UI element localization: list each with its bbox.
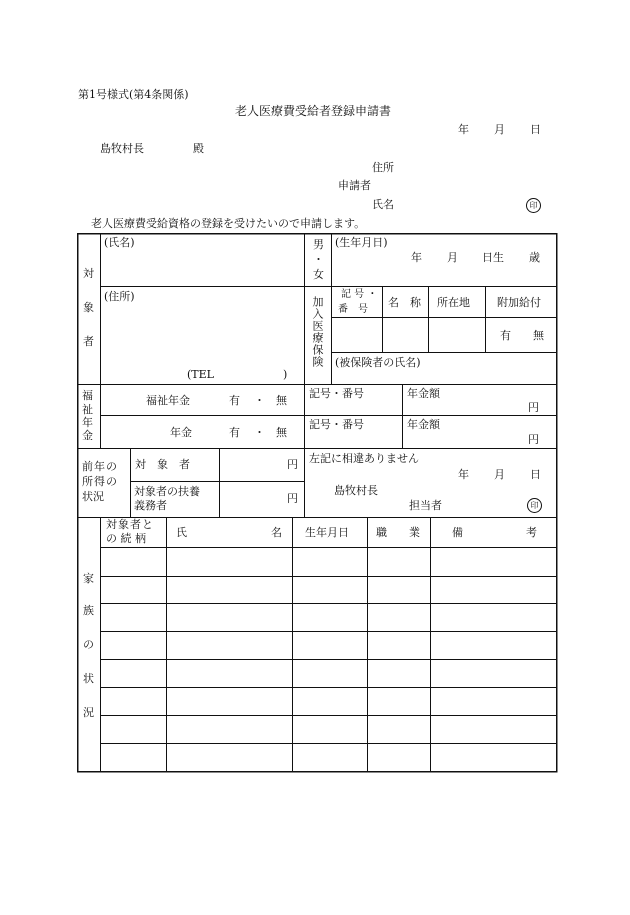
family-name-cell[interactable]: [167, 548, 292, 576]
family-name-header-1: 氏: [176, 526, 187, 539]
birthdate-field[interactable]: (生年月日): [335, 236, 388, 249]
insurance-label: 加入医療保険: [311, 296, 324, 368]
income-side-label-2: 所得の: [82, 475, 118, 488]
family-name-cell[interactable]: [167, 604, 292, 631]
family-side-label-3: の: [83, 638, 94, 651]
family-remarks-cell[interactable]: [431, 688, 556, 715]
family-name-cell[interactable]: [167, 632, 292, 659]
income-dependent-label-2: 義務者: [134, 499, 167, 512]
welfare-pension-dot: ・: [254, 394, 265, 407]
birthdate-month-unit: 月: [447, 251, 458, 264]
family-birthdate-cell[interactable]: [293, 660, 367, 687]
income-side-label-3: 状況: [82, 490, 104, 503]
form-number: 第1号様式(第4条関係): [78, 88, 189, 101]
tel-label[interactable]: (TEL: [187, 368, 214, 381]
income-subject-label: 対 象 者: [135, 458, 190, 471]
birthdate-year-unit: 年: [411, 251, 422, 264]
family-side-label-5: 況: [83, 706, 94, 719]
certify-date-day[interactable]: 日: [530, 468, 541, 481]
subject-side-label-1: 対: [83, 267, 94, 280]
pension-yes[interactable]: 有: [229, 426, 240, 439]
family-relation-cell[interactable]: [101, 577, 166, 603]
family-birthdate-header: 生年月日: [305, 526, 349, 539]
welfare-amount-yen: 円: [528, 401, 539, 414]
family-birthdate-cell[interactable]: [293, 744, 367, 771]
family-occupation-cell[interactable]: [368, 660, 430, 687]
income-dependent-yen[interactable]: 円: [287, 492, 298, 505]
family-side-label-4: 状: [83, 672, 94, 685]
sex-option-male[interactable]: 男: [313, 238, 324, 251]
applicant-name-label[interactable]: 氏名: [372, 198, 394, 211]
family-relation-cell[interactable]: [101, 744, 166, 771]
sex-option-female[interactable]: 女: [313, 268, 324, 281]
officer-label[interactable]: 担当者: [409, 499, 442, 512]
birthdate-day-unit: 日生: [482, 251, 504, 264]
tel-close: ): [283, 368, 288, 381]
applicant-seal-icon: 印: [526, 198, 541, 213]
insurance-name-header: 名 称: [388, 296, 421, 309]
family-remarks-cell[interactable]: [431, 660, 556, 687]
income-subject-yen[interactable]: 円: [287, 458, 298, 471]
pension-code-number-label[interactable]: 記号・番号: [309, 418, 364, 431]
family-remarks-cell[interactable]: [431, 716, 556, 743]
pension-side-label-3: 年: [82, 416, 93, 429]
addressee-honorific: 殿: [193, 142, 204, 155]
family-name-cell[interactable]: [167, 716, 292, 743]
family-side-label-1: 家: [83, 572, 94, 585]
welfare-pension-label: 福祉年金: [146, 394, 190, 407]
family-name-cell[interactable]: [167, 688, 292, 715]
certify-date-year[interactable]: 年: [458, 468, 469, 481]
family-occupation-cell[interactable]: [368, 577, 430, 603]
family-occupation-cell[interactable]: [368, 744, 430, 771]
welfare-pension-yes[interactable]: 有: [229, 394, 240, 407]
family-relation-cell[interactable]: [101, 660, 166, 687]
family-remarks-cell[interactable]: [431, 604, 556, 631]
family-side-label-2: 族: [83, 604, 94, 617]
family-occupation-cell[interactable]: [368, 604, 430, 631]
benefit-no-option[interactable]: 無: [533, 329, 544, 342]
addressee: 島牧村長: [100, 142, 144, 155]
certify-date-month[interactable]: 月: [494, 468, 505, 481]
pension-side-label-2: 祉: [82, 403, 93, 416]
family-remarks-header-1: 備: [452, 526, 463, 539]
family-relation-header-2: の 続 柄: [106, 532, 146, 545]
request-text: 老人医療費受給資格の登録を受けたいので申請します。: [91, 217, 366, 230]
family-name-cell[interactable]: [167, 577, 292, 603]
welfare-code-number-label[interactable]: 記号・番号: [309, 387, 364, 400]
income-side-label-1: 前年の: [82, 460, 118, 473]
pension-label: 年金: [170, 426, 192, 439]
family-remarks-cell[interactable]: [431, 577, 556, 603]
family-remarks-header-2: 考: [526, 526, 537, 539]
subject-address-field[interactable]: (住所): [104, 290, 135, 303]
welfare-pension-no[interactable]: 無: [276, 394, 287, 407]
family-name-header-2: 名: [271, 526, 282, 539]
insured-name-field[interactable]: (被保険者の氏名): [335, 356, 421, 369]
family-remarks-cell[interactable]: [431, 548, 556, 576]
applicant-label: 申請者: [338, 179, 371, 192]
family-relation-cell[interactable]: [101, 604, 166, 631]
header-date-day[interactable]: 日: [530, 123, 541, 136]
officer-seal-icon: 印: [527, 498, 542, 513]
family-birthdate-cell[interactable]: [293, 632, 367, 659]
insurance-location-header: 所在地: [437, 296, 470, 309]
family-relation-cell[interactable]: [101, 688, 166, 715]
insurance-code-header-2: 番 号: [338, 304, 368, 315]
pension-amount-yen: 円: [528, 433, 539, 446]
pension-side-label-1: 福: [82, 389, 93, 402]
certify-text: 左記に相違ありません: [309, 452, 419, 465]
applicant-address-label[interactable]: 住所: [372, 161, 394, 174]
family-birthdate-cell[interactable]: [293, 548, 367, 576]
form-title: 老人医療費受給者登録申請書: [235, 104, 392, 118]
family-occupation-cell[interactable]: [368, 716, 430, 743]
family-name-cell[interactable]: [167, 660, 292, 687]
header-date-month[interactable]: 月: [494, 123, 505, 136]
family-birthdate-cell[interactable]: [293, 688, 367, 715]
pension-no[interactable]: 無: [276, 426, 287, 439]
benefit-yes-option[interactable]: 有: [500, 329, 511, 342]
age-unit: 歳: [529, 251, 540, 264]
sex-option-dot: ・: [313, 253, 324, 266]
header-date-year[interactable]: 年: [458, 123, 469, 136]
family-occupation-cell[interactable]: [368, 632, 430, 659]
family-occupation-cell[interactable]: [368, 688, 430, 715]
pension-dot: ・: [254, 426, 265, 439]
pension-side-label-4: 金: [82, 429, 93, 442]
family-relation-cell[interactable]: [101, 716, 166, 743]
family-relation-header-1: 対象者と: [106, 518, 154, 531]
family-occupation-cell[interactable]: [368, 548, 430, 576]
family-birthdate-cell[interactable]: [293, 577, 367, 603]
pension-amount-label[interactable]: 年金額: [407, 418, 440, 431]
family-occupation-header: 職 業: [376, 526, 420, 539]
family-relation-cell[interactable]: [101, 632, 166, 659]
additional-benefit-header: 附加給付: [497, 296, 541, 309]
subject-side-label-3: 者: [83, 335, 94, 348]
income-dependent-label-1: 対象者の扶養: [134, 485, 200, 498]
family-name-cell[interactable]: [167, 744, 292, 771]
family-remarks-cell[interactable]: [431, 632, 556, 659]
subject-side-label-2: 象: [83, 301, 94, 314]
family-relation-cell[interactable]: [101, 548, 166, 576]
insurance-code-header-1: 記 号 ・: [341, 289, 378, 300]
subject-name-field[interactable]: (氏名): [104, 236, 135, 249]
certify-mayor: 島牧村長: [334, 484, 378, 497]
family-remarks-cell[interactable]: [431, 744, 556, 771]
family-birthdate-cell[interactable]: [293, 716, 367, 743]
family-birthdate-cell[interactable]: [293, 604, 367, 631]
welfare-amount-label[interactable]: 年金額: [407, 387, 440, 400]
